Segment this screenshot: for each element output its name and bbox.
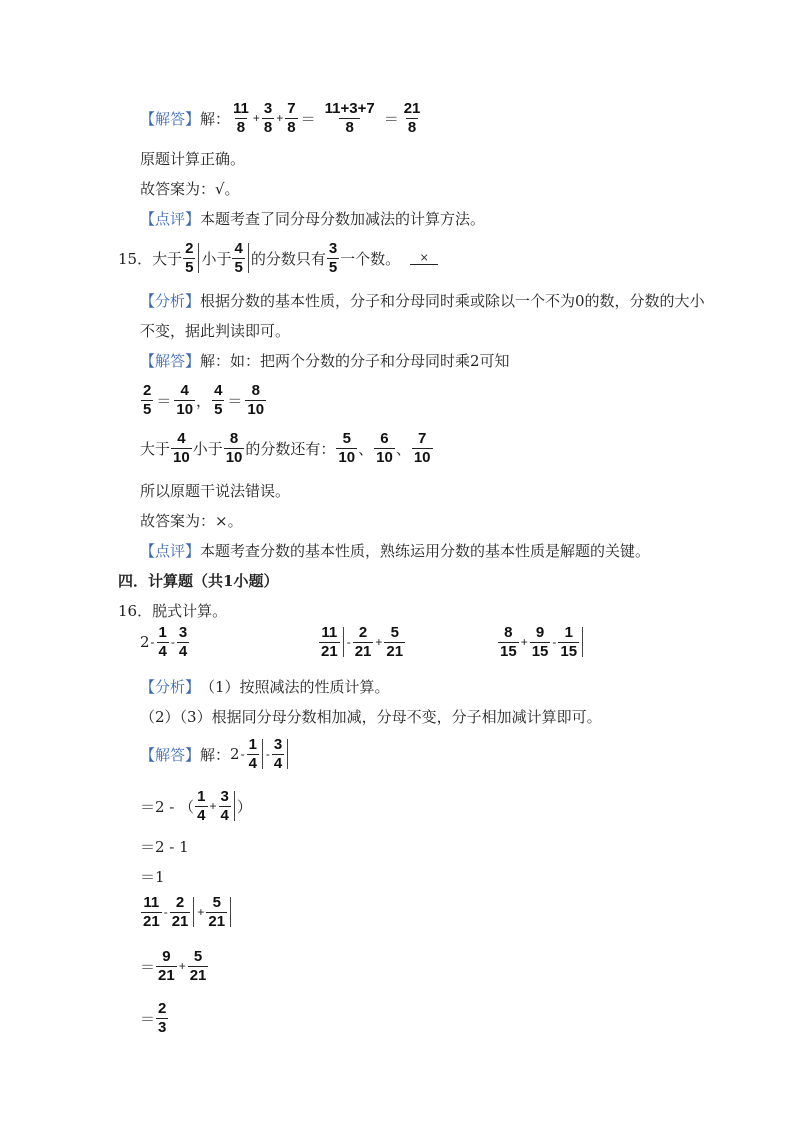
q16-analysis-line: 【分析】 （1）按照减法的性质计算。 [140, 677, 390, 696]
fraction: $\frac{4}{10}$ [176, 381, 194, 418]
fraction: $\frac{7}{10}$ [413, 429, 431, 466]
fraction: $\frac{5}{21}$ [189, 947, 207, 984]
fraction: $\frac{2}{5}$ [143, 381, 152, 418]
comment-text: 本题考查了同分母分数加减法的计算方法。 [200, 209, 486, 228]
analysis-text: 根据分数的基本性质，分子和分母同时乘或除以一个不为0的数，分数的大小 [200, 291, 705, 310]
fraction: $\frac{2}{21}$ [354, 623, 372, 660]
fraction: $\frac{3}{8}$ [263, 99, 273, 136]
fraction: $\frac{1}{15}$ [560, 623, 578, 660]
q16-problem-3: $\frac{8}{15}$ + $\frac{9}{15}$ - $\frac{1}{15}$ [497, 622, 585, 662]
question-number: 15． [118, 249, 153, 268]
q15-question-line: 15． 大于 $\frac{2}{5}$ 小于 $\frac{4}{5}$ 的分数只有 $\frac{3}{5}$ 一个数。 × [118, 238, 438, 278]
fraction: $\frac{5}{10}$ [338, 429, 356, 466]
question-number: 16． [118, 601, 153, 620]
q14-comment-line [140, 198, 485, 238]
fraction: $\frac{3}{5}$ [328, 239, 338, 276]
q16-question: 16． 脱式计算。 [118, 601, 228, 620]
fraction: $\frac{8}{10}$ [247, 381, 265, 418]
answer-blank: × [410, 251, 438, 265]
q14-result: 原题计算正确。 [140, 149, 246, 168]
solution-prefix: 解： [200, 109, 231, 128]
fraction: $\frac{11}{21}$ [143, 893, 160, 930]
fraction: $\frac{5}{21}$ [208, 893, 226, 930]
fraction: $\frac{1}{4}$ [197, 787, 206, 824]
fraction: $\frac{4}{5}$ [214, 381, 223, 418]
fraction: $\frac{2}{3}$ [158, 999, 167, 1036]
q16-step-2: ＝2 - （ $\frac{1}{4}$ + $\frac{3}{4}$ ） [140, 787, 252, 824]
q15-comment-line: 【点评】 本题考查分数的基本性质，熟练运用分数的基本性质是解题的关键。 [140, 541, 651, 560]
q14-answer: 故答案为：√。 [140, 179, 240, 198]
solution-tag: 【解答】 [140, 745, 201, 764]
fraction: $\frac{4}{5}$ [234, 239, 243, 276]
q15-answer: 故答案为：×。 [140, 511, 243, 530]
q15-result: 所以原题干说法错误。 [140, 481, 291, 500]
solution-tag: 【解答】 [140, 109, 201, 128]
fraction: $\frac{1}{4}$ [248, 735, 257, 772]
q14-solution-line: 【解答】 解： $\frac{11}{8}$ + $\frac{3}{8}$ + $\frac{7}{8}$ ＝ $\frac{11+3+7}{8}$ ＝ $\frac{21}{8}$ [140, 99, 421, 136]
q16-step-4: ＝1 [140, 867, 165, 886]
solution-tag: 【解答】 [140, 351, 201, 370]
fraction: $\frac{3}{4}$ [220, 787, 229, 824]
analysis-tag: 【分析】 [140, 291, 201, 310]
fraction: $\frac{11}{8}$ [233, 99, 249, 136]
analysis-tag: 【分析】 [140, 677, 201, 696]
q15-analysis-cont: 不变，据此判读即可。 [140, 321, 291, 340]
q16-step-5: $\frac{11}{21}$ - $\frac{2}{21}$ + $\frac{5}{21}$ [140, 892, 233, 932]
q16-step-7: ＝ $\frac{2}{3}$ [140, 999, 167, 1036]
fraction: $\frac{11+3+7}{8}$ [324, 99, 375, 136]
fraction: $\frac{3}{4}$ [178, 623, 188, 660]
fraction: $\frac{8}{10}$ [225, 429, 243, 466]
fraction: $\frac{9}{21}$ [158, 947, 175, 984]
fraction: $\frac{3}{4}$ [273, 735, 283, 772]
fraction: $\frac{21}{8}$ [403, 99, 421, 136]
comment-tag: 【点评】 [140, 541, 201, 560]
fraction: $\frac{7}{8}$ [287, 99, 296, 136]
q16-step-6: ＝ $\frac{9}{21}$ + $\frac{5}{21}$ [140, 947, 207, 984]
section-heading: 四．计算题（共1小题） [118, 571, 279, 590]
q16-problem-1: 2 - $\frac{1}{4}$ - $\frac{3}{4}$ [140, 623, 188, 660]
q15-eq2: 大于 $\frac{4}{10}$ 小于 $\frac{8}{10}$ 的分数还有： $\frac{5}{10}$ 、 $\frac{6}{10}$ 、 $\frac{7}{10}$ [140, 429, 431, 466]
q16-solution-1: 【解答】 解： 2 - $\frac{1}{4}$ - $\frac{3}{4}$ [140, 734, 290, 774]
fraction: $\frac{5}{21}$ [386, 623, 404, 660]
q15-eq1: $\frac{2}{5}$ ＝ $\frac{4}{10}$ ， $\frac{4}{5}$ ＝ $\frac{8}{10}$ [143, 381, 265, 418]
fraction: $\frac{11}{21}$ [321, 623, 338, 660]
fraction: $\frac{9}{15}$ [531, 623, 549, 660]
fraction: $\frac{4}{10}$ [173, 429, 190, 466]
q16-problem-2: $\frac{11}{21}$ - $\frac{2}{21}$ + $\frac{5}{21}$ [321, 623, 404, 660]
fraction: $\frac{8}{15}$ [500, 623, 517, 660]
q15-solution-line: 【解答】 解：如：把两个分数的分子和分母同时乘2可知 [140, 351, 510, 370]
fraction: $\frac{2}{5}$ [185, 239, 194, 276]
q16-analysis-cont: （2）（3）根据同分母分数相加减，分母不变，分子相加减计算即可。 [140, 707, 602, 726]
comment-tag: 【点评】 [140, 209, 201, 228]
q16-step-3: ＝2 - 1 [140, 837, 189, 856]
fraction: $\frac{2}{21}$ [171, 893, 189, 930]
fraction: $\frac{6}{10}$ [376, 429, 393, 466]
fraction: $\frac{1}{4}$ [158, 623, 167, 660]
